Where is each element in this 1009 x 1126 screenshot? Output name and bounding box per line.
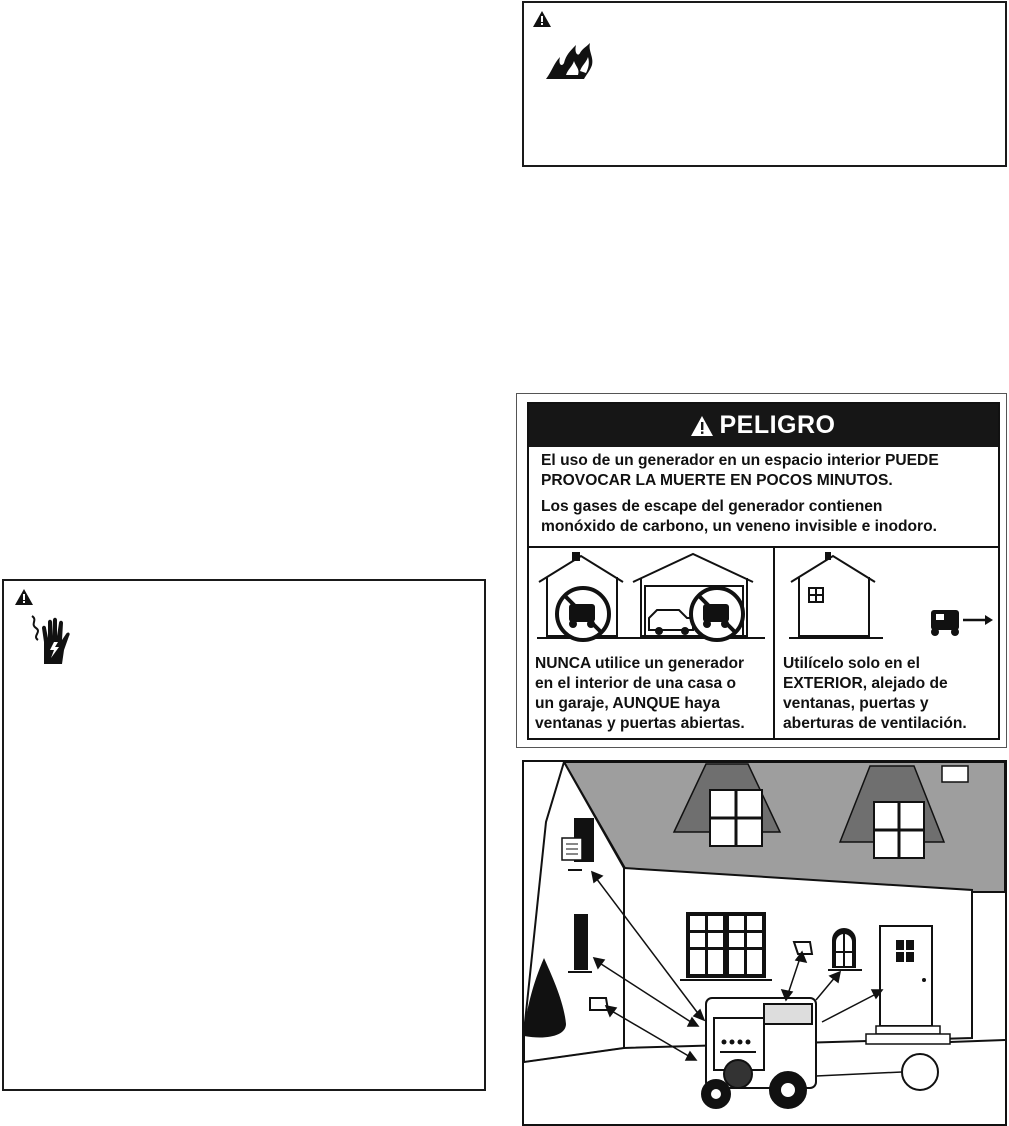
indoor-caption <box>535 654 771 734</box>
danger-line-1: El uso de un generador en un espacio interior PUEDE <box>541 452 939 469</box>
indoor-prohibited-pictogram <box>533 552 769 650</box>
caption-line: ventanas, puertas y <box>783 695 929 712</box>
caption-line: en el interior de una casa o <box>535 675 737 692</box>
warning-triangle-icon <box>15 589 33 605</box>
danger-line-4: monóxido de carbono, un veneno invisible e inodoro. <box>541 518 937 535</box>
caption-line: Utilícelo solo en el <box>783 655 920 672</box>
electric-shock-icon <box>28 614 72 666</box>
outdoor-allowed-pictogram <box>779 552 994 650</box>
caption-line: EXTERIOR, alejado de <box>783 675 948 692</box>
caption-line: aberturas de ventilación. <box>783 715 967 732</box>
fire-icon <box>544 41 596 81</box>
danger-label <box>516 393 1007 748</box>
shock-warning-box <box>2 579 486 1091</box>
warning-triangle-icon <box>691 416 713 436</box>
warning-triangle-icon <box>533 11 551 27</box>
danger-line-2: PROVOCAR LA MUERTE EN POCOS MINUTOS. <box>541 472 893 489</box>
danger-line-3: Los gases de escape del generador contienen <box>541 498 883 515</box>
house-illustration <box>524 762 1005 1124</box>
danger-title: PELIGRO <box>719 411 836 439</box>
caption-line: un garaje, AUNQUE haya <box>535 695 720 712</box>
generator-placement-illustration <box>522 760 1007 1126</box>
outdoor-caption <box>783 654 995 734</box>
divider <box>773 546 775 740</box>
danger-header <box>529 404 998 447</box>
divider <box>529 546 998 548</box>
caption-line: ventanas y puertas abiertas. <box>535 715 745 732</box>
caption-line: NUNCA utilice un generador <box>535 655 745 672</box>
fire-warning-box <box>522 1 1007 167</box>
danger-message <box>541 451 991 537</box>
